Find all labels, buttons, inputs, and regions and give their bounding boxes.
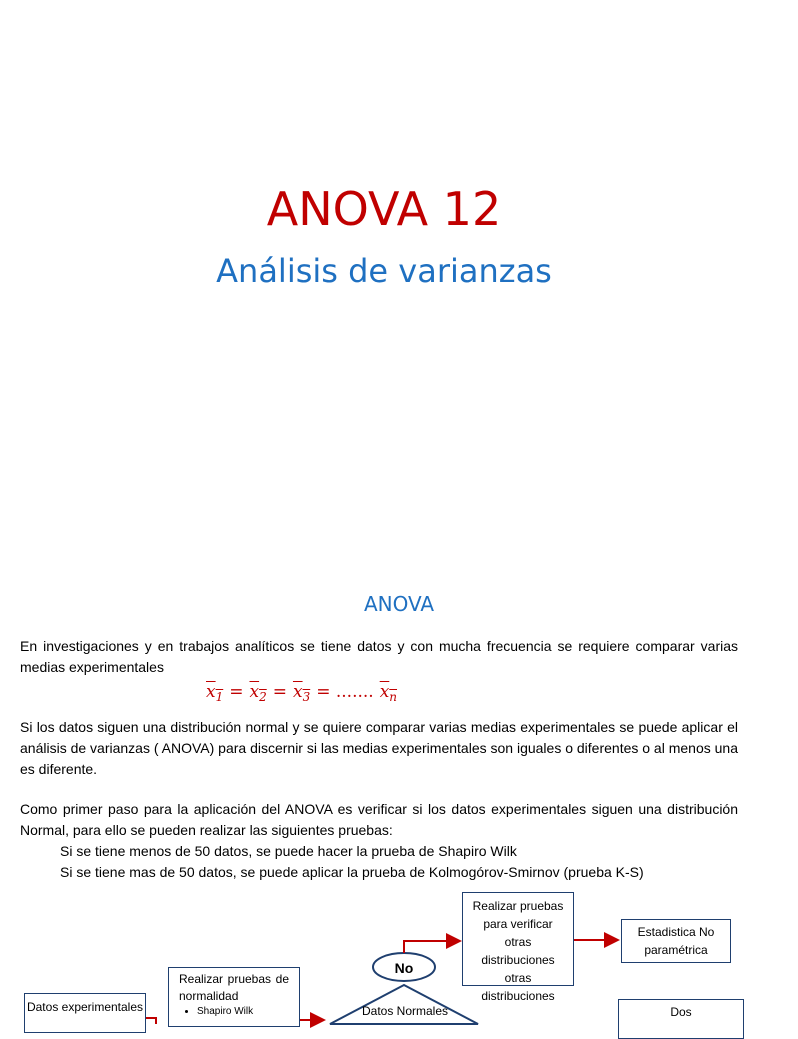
no-parametrica-box xyxy=(621,919,731,963)
intro-paragraph: En investigaciones y en trabajos analíticos se tiene datos y con mucha frecuencia se requiere comparar varias medias experimentales xyxy=(20,638,738,675)
first-step-paragraph: Como primer paso para la aplicación del ANOVA es verificar si los datos experimentales siguen una distribución Normal, para ello se pueden realizar las siguientes pruebas: xyxy=(20,801,738,838)
normalidad-box xyxy=(168,967,300,1027)
dos-label: Dos xyxy=(670,1005,692,1019)
eq-term-2: $x_2$ xyxy=(249,682,267,704)
decision-no-label: No xyxy=(394,960,414,976)
means-equation: $x_1 = x_2 = x_3$ = ....... $x_n$ xyxy=(206,682,398,704)
dos-box xyxy=(618,999,744,1039)
eq-term-1: $x_1$ xyxy=(206,682,224,704)
datos-experimentales-box xyxy=(24,993,146,1033)
otras-distribuciones-box xyxy=(462,892,574,1003)
shapiro-line: Si se tiene menos de 50 datos, se puede hacer la prueba de Shapiro Wilk xyxy=(60,843,517,859)
normalidad-label: Realizar pruebas de normalidad xyxy=(179,972,289,1003)
page-title: ANOVA 12 xyxy=(266,182,502,236)
no-parametrica-label: Estadistica No paramétrica xyxy=(637,925,715,957)
page-subtitle: Análisis de varianzas xyxy=(216,252,552,290)
decision-datos-label: Datos Normales xyxy=(361,1004,449,1018)
shapiro-wilk-item: • Shapiro Wilk xyxy=(197,1005,299,1018)
ks-line: Si se tiene mas de 50 datos, se puede aplicar la prueba de Kolmogórov-Smirnov (prueba K-S) xyxy=(60,864,644,880)
arrow-datos-normalidad xyxy=(146,1018,156,1024)
anova-paragraph: Si los datos siguen una distribución normal y se quiere comparar varias medias experimentales se puede aplicar el análisis de varianzas ( ANOVA) para discernir si las medias experimentales son iguales o diferentes o al menos una es diferente. xyxy=(20,719,738,777)
otras-distribuciones-label: Realizar pruebas para verificar otras distribuciones otras distribuciones xyxy=(472,899,564,1003)
arrow-to-otras xyxy=(404,941,458,953)
eq-term-n: $x_n$ xyxy=(379,682,398,704)
section-heading: ANOVA xyxy=(363,592,435,616)
datos-experimentales-label: Datos experimentales xyxy=(26,1000,144,1014)
eq-term-3: $x_3$ xyxy=(292,682,311,704)
